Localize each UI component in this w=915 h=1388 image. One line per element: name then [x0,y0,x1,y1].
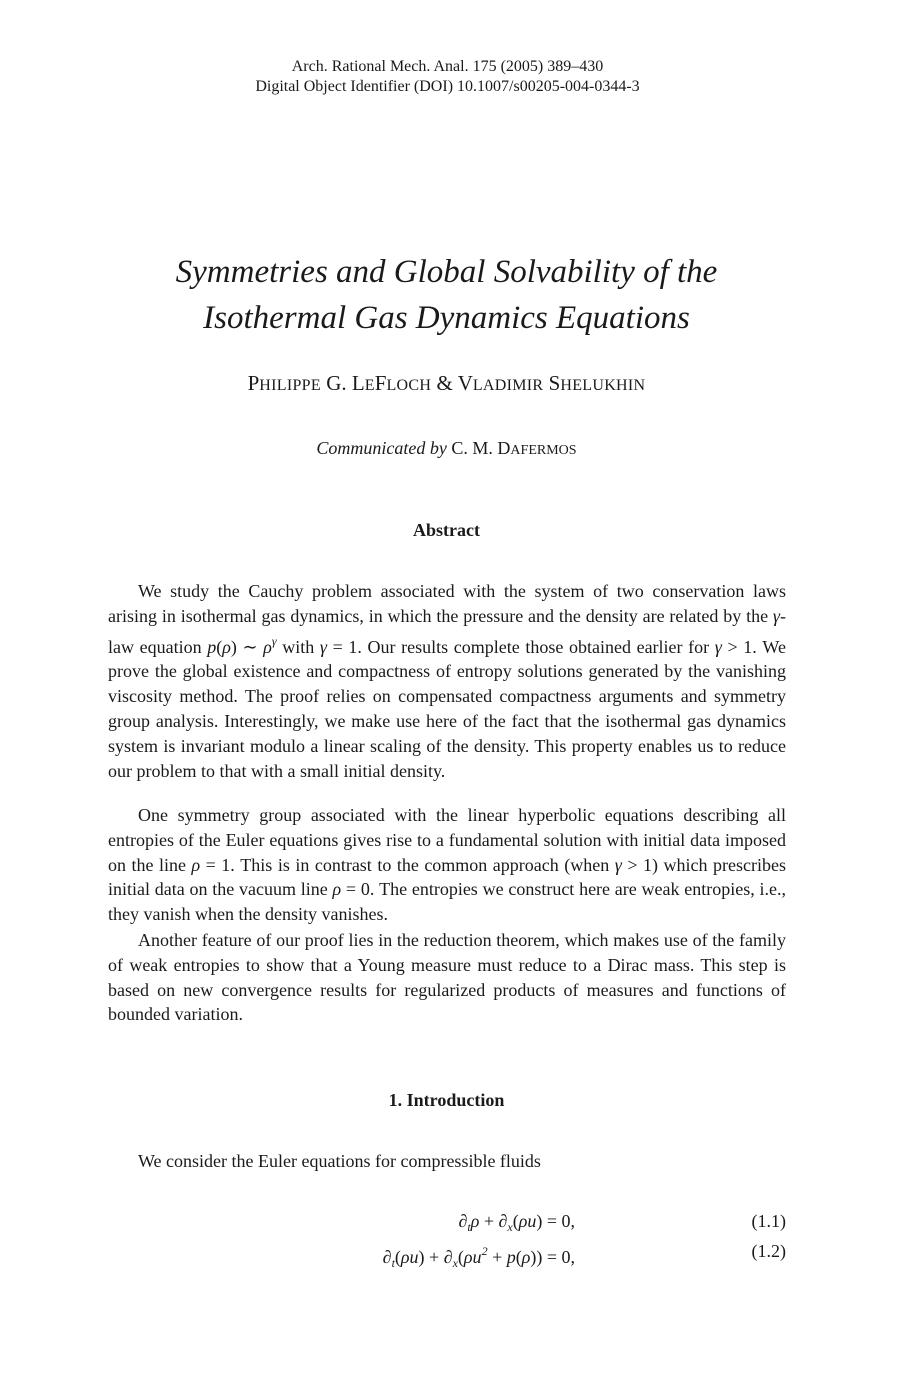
equation-1-2: $\partial_t(\rho u) + \partial_x(\rho u^2 + p(\rho)) = 0$, [382,1244,575,1270]
communicated-by: Communicated by C. M. DAFERMOS [316,438,577,458]
paper-title-line-1: Symmetries and Global Solvability of the [175,254,718,290]
introduction-text: We consider the Euler equations for compressible fluids [138,1151,541,1171]
introduction-heading: 1. Introduction [388,1090,505,1110]
author-1: PHILIPPE G. LEFLOCH [247,371,432,395]
equation-1-1: $\partial_t\rho + \partial_x(\rho u) = 0$, [458,1211,575,1234]
journal-citation: Arch. Rational Mech. Anal. 175 (2005) 389–430 [291,58,604,75]
author-list [0,369,893,400]
abstract-paragraph-2: One symmetry group associated with the linear hyperbolic equations describing all entropies of the Euler equations gives rise to a fundamental solution with initial data imposed on the line ρ = 1. This is in contrast to the common approach (when γ > 1) which prescribes initial data on the vacuum line ρ = 0. The entropies we construct here are weak entropies, i.e., they vanish when the density vanishes. [108,805,787,925]
paper-title-line-2: Isothermal Gas Dynamics Equations [203,300,690,336]
abstract-paragraph-3: Another feature of our proof lies in the reduction theorem, which makes use of the family of weak entropies to show that a Young measure must reduce to a Dirac mass. This step is based on new convergence results for regularized products of measures and functions of bounded variation. [108,930,786,1025]
author-2: VLADIMIR SHELUKHIN [457,371,646,395]
author-separator: & [436,371,453,395]
doi-line: Digital Object Identifier (DOI) 10.1007/s00205-004-0344-3 [255,78,640,95]
abstract-paragraph-1: We study the Cauchy problem associated with the system of two conservation laws arising in isothermal gas dynamics, in which the pressure and the density are related by the γ-law equation p(ρ) ∼ $\rho^\gamma$ with γ = 1. Our results complete those obtained earlier for γ > 1. We prove the global existence and compactness of entropy solutions generated by the vanishing viscosity method. The proof relies on compensated compactness arguments and symmetry group analysis. Interestingly, we make use here of the fact that the isothermal gas dynamics system is invariant modulo a linear scaling of the density. This property enables us to reduce our problem to that with a small initial density. [108,581,786,781]
equation-number-1-2: (1.2) [751,1241,786,1261]
abstract-heading: Abstract [413,520,480,540]
equation-number-1-1: (1.1) [751,1211,786,1231]
